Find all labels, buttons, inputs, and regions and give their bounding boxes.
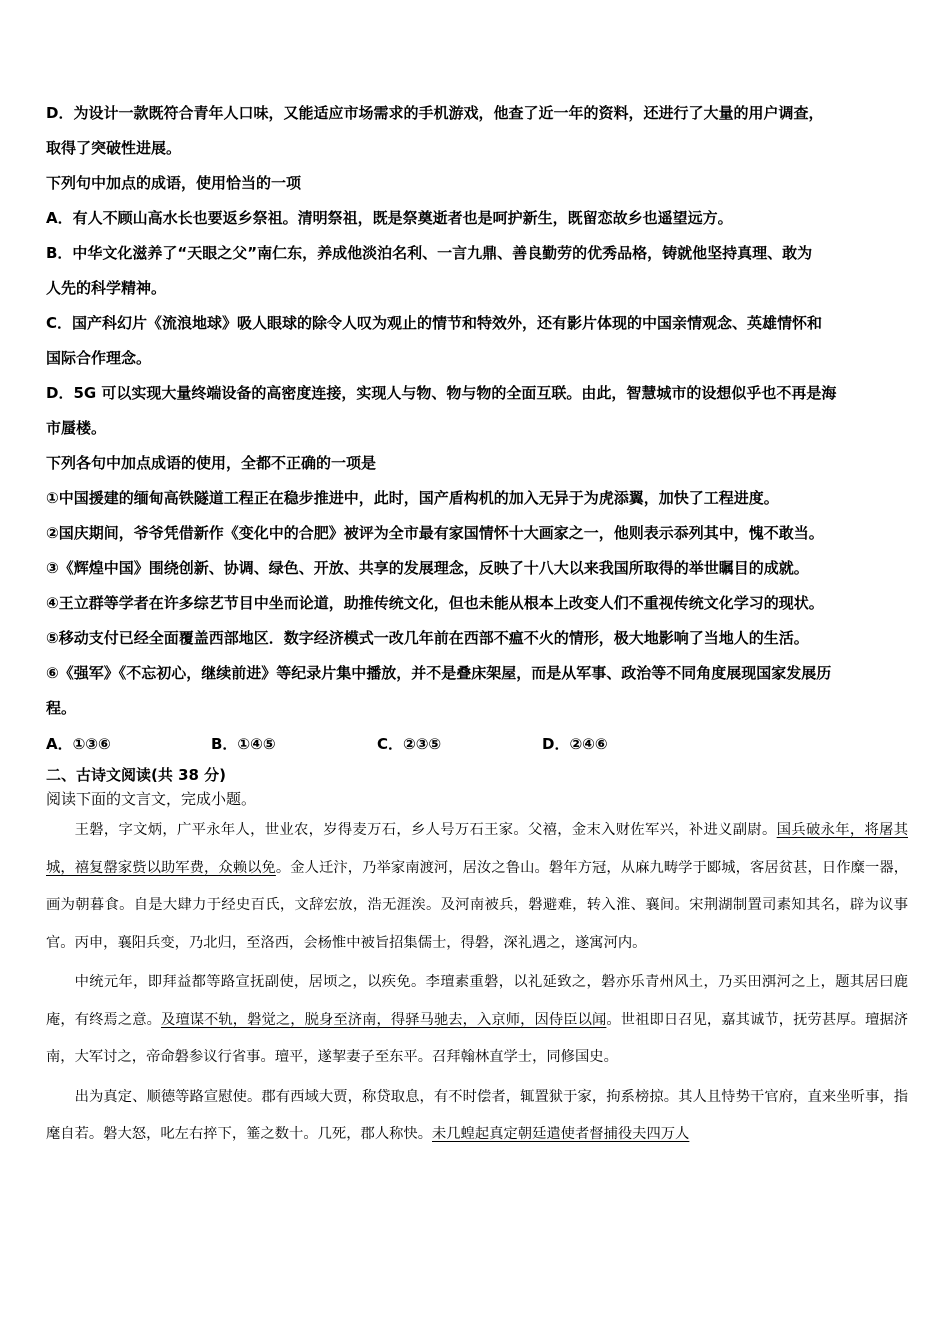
q2-stem: 下列句中加点的成语，使用恰当的一项 — [46, 174, 302, 192]
q3-choices — [46, 728, 908, 760]
passage-paragraph-3 — [46, 1079, 908, 1154]
q3-sentence-4: ④王立群等学者在许多综艺节目中坐而论道，助推传统文化，但也未能从根本上改变人们不重视传统文化学习的现状。 — [46, 594, 824, 612]
q3-sentence-6-line2: 程。 — [46, 699, 77, 717]
q3-stem: 下列各句中加点成语的使用，全都不正确的一项是 — [46, 454, 377, 472]
passage-p1-text-b: 。金人迁汴，乃举家南渡河，居汝之鲁山。磐年方冠，从麻九畴学于郾城，客居贫甚，日作糜一器，画为朝暮食。自是大肆力于经史百氏，文辞宏放，浩无涯涘。及河南被兵，磐避难，转入淮、襄间。宋荆湖制置司素知其名，辟为议事官。丙申，襄阳兵变，乃北归，至洛西，会杨惟中被旨招集儒士，得磐，深礼遇之，遂寓河内。 — [46, 859, 909, 951]
q2-option-d-line1: D．5G 可以实现大量终端设备的高密度连接，实现人与物、物与物的全面互联。由此，智慧城市的设想似乎也不再是海 — [46, 384, 837, 402]
q3-choice-b: B．①④⑤ — [211, 735, 276, 753]
section-title: 二、古诗文阅读(共 38 分) — [46, 766, 227, 784]
q3-choice-c: C．②③⑤ — [377, 735, 442, 753]
q2-option-b-line1: B．中华文化滋养了“天眼之父”南仁东，养成他淡泊名利、一言九鼎、善良勤劳的优秀品格，铸就他坚持真理、敢为 — [46, 244, 813, 262]
passage-paragraph-1 — [46, 812, 908, 962]
q2-option-d-line2: 市蜃楼。 — [46, 419, 107, 437]
passage-p2-text-b: 。世祖即日召见，嘉其诚节，抚劳甚厚。璮据济南，大军讨之，帝命磐参议行省事。璮平，遂挈妻子至东平。召拜翰林直学士，同修国史。 — [46, 1011, 909, 1065]
document-page — [46, 96, 908, 1154]
q3-choice-a: A．①③⑥ — [46, 735, 111, 753]
passage-p3-text-a: 出为真定、顺德等路宣慰使。郡有西域大贾，称贷取息，有不时偿者，辄置狱于家，拘系榜掠。其人且恃势干官府，直来坐听事，指麾自若。磐大怒，叱左右捽下，箠之数十。几死，郡人称快。 — [46, 1088, 908, 1142]
q2-option-c-line1: C．国产科幻片《流浪地球》吸人眼球的除令人叹为观止的情节和特效外，还有影片体现的中国亲情观念、英雄情怀和 — [46, 314, 823, 332]
section-instruction: 阅读下面的文言文，完成小题。 — [46, 790, 257, 808]
q1-option-d-line1: D．为设计一款既符合青年人口味，又能适应市场需求的手机游戏，他查了近一年的资料，还进行了大量的用户调查， — [46, 104, 824, 122]
passage-p2-text-a: 中统元年，即拜益都等路宣抚副使，居顷之，以疾免。李璮素重磐，以礼延致之，磐亦乐青州风土，乃买田渳河之上，题其居曰鹿庵，有终焉之意。 — [46, 974, 908, 1028]
q3-sentence-1: ①中国援建的缅甸高铁隧道工程正在稳步推进中，此时，国产盾构机的加入无异于为虎添翼，加快了工程进度。 — [46, 489, 779, 507]
q2-option-c-line2: 国际合作理念。 — [46, 349, 152, 367]
passage-p1-underlined: 国兵破永年，将屠其城，禧复罄家赀以助军费，众赖以免 — [46, 822, 908, 876]
q1-option-d-line2: 取得了突破性进展。 — [46, 139, 182, 157]
q2-option-a: A．有人不顾山高水长也要返乡祭祖。清明祭祖，既是祭奠逝者也是呵护新生，既留恋故乡也遥望远方。 — [46, 209, 733, 227]
q3-sentence-6-line1: ⑥《强军》《不忘初心，继续前进》等纪录片集中播放，并不是叠床架屋，而是从军事、政治等不同角度展现国家发展历 — [46, 664, 832, 682]
passage-p1-text-a: 王磐，字文炳，广平永年人，世业农，岁得麦万石，乡人号万石王家。父禧，金末入财佐军兴，补进义副尉。 — [74, 822, 777, 838]
q3-sentence-5: ⑤移动支付已经全面覆盖西部地区．数字经济模式一改几年前在西部不瘟不火的情形，极大地影响了当地人的生活。 — [46, 629, 809, 647]
passage-paragraph-2 — [46, 964, 908, 1077]
passage-p3-underlined: 未几蝗起真定朝廷遣使者督捕役夫四万人 — [432, 1126, 690, 1142]
q3-choice-d: D．②④⑥ — [542, 735, 608, 753]
q2-option-b-line2: 人先的科学精神。 — [46, 279, 167, 297]
q3-sentence-2: ②国庆期间，爷爷凭借新作《变化中的合肥》被评为全市最有家国情怀十大画家之一，他则表示忝列其中，愧不敢当。 — [46, 524, 824, 542]
q3-sentence-3: ③《辉煌中国》围绕创新、协调、绿色、开放、共享的发展理念，反映了十八大以来我国所取得的举世瞩目的成就。 — [46, 559, 809, 577]
passage-p2-underlined: 及璮谋不轨，磐觉之，脱身至济南，得驿马驰去，入京师，因侍臣以闻 — [160, 1011, 607, 1028]
